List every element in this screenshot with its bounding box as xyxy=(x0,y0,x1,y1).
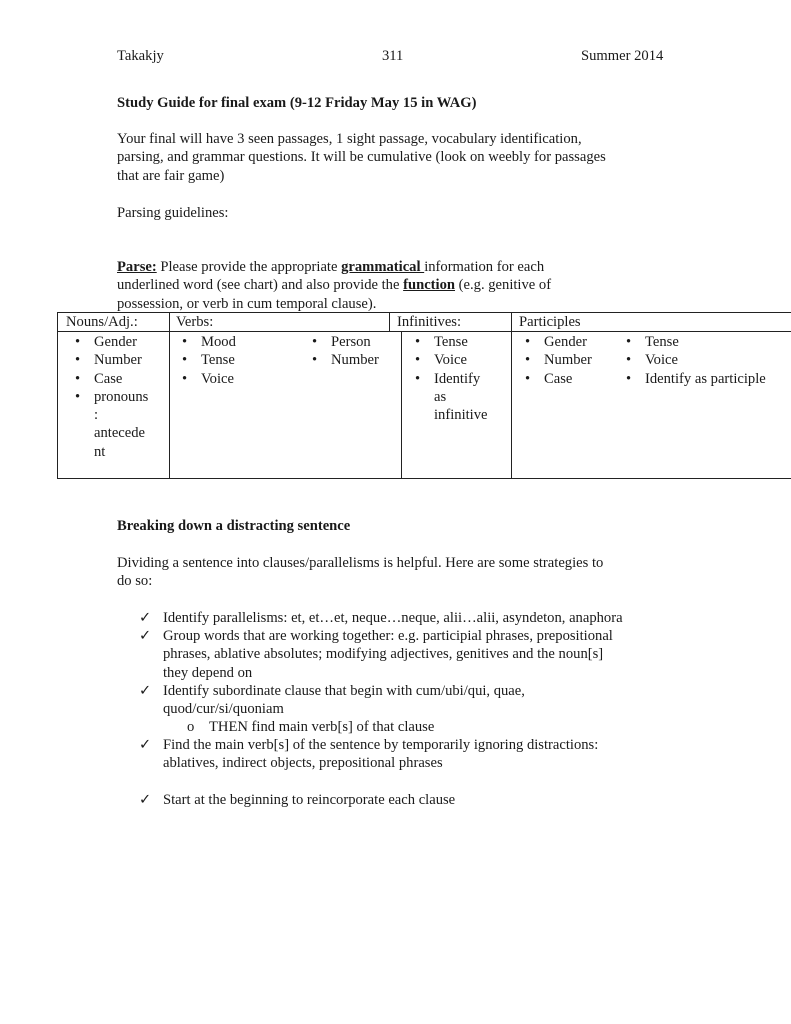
list-item: • Mood xyxy=(178,333,298,351)
sub-item xyxy=(187,718,435,736)
intro-line: parsing, and grammar questions. It will be cumulative (look on weebly for passages xyxy=(117,149,606,166)
parse-function: function xyxy=(403,277,456,294)
check-icon: ✓ xyxy=(139,628,152,644)
infinitives-cell xyxy=(411,333,509,424)
identify-text: • Identify xyxy=(434,370,481,387)
item-line: Identify subordinate clause that begin with cum/ubi/qui, quae, xyxy=(163,683,525,699)
list-item: • Number xyxy=(521,351,621,369)
list-item: • Case xyxy=(521,370,621,388)
item-line: phrases, ablative absolutes; modifying adjectives, genitives and the noun[s] xyxy=(163,646,604,663)
header-author: Takakjy xyxy=(117,48,164,64)
circle-bullet-icon: o xyxy=(187,719,195,735)
header-nouns: Nouns/Adj.: xyxy=(66,314,138,330)
parse-line-2 xyxy=(117,276,617,294)
intro-line: Your final will have 3 seen passages, 1 sight passage, vocabulary identification, xyxy=(117,131,582,147)
pronouns-text: nt xyxy=(94,443,106,460)
parse-text: (e.g. genitive of xyxy=(455,277,552,294)
check-icon: ✓ xyxy=(139,683,152,699)
list-item: • Number xyxy=(308,351,398,369)
header-participles: Participles xyxy=(519,314,581,330)
list-item: • Tense xyxy=(411,333,509,351)
verbs-cell-a xyxy=(178,333,298,388)
parsing-chart xyxy=(57,312,791,479)
column-divider xyxy=(389,313,390,331)
identify-text: infinitive xyxy=(434,407,488,424)
item-line: Start at the beginning to reincorporate each clause xyxy=(163,792,456,808)
parse-instructions xyxy=(117,258,617,313)
parse-line-3: possession, or verb in cum temporal clause). xyxy=(117,295,377,312)
pronouns-text: • pronouns xyxy=(94,388,149,405)
header-infinitives: Infinitives: xyxy=(397,314,462,330)
verbs-cell-b xyxy=(308,333,398,370)
parse-grammatical: grammatical xyxy=(341,259,425,275)
page-title: Study Guide for final exam (9-12 Friday May 15 in WAG) xyxy=(117,95,477,111)
intro-line: do so: xyxy=(117,573,153,590)
list-item: • Tense xyxy=(178,351,298,369)
intro-line: that are fair game) xyxy=(117,167,225,184)
parse-text: underlined word (see chart) and also provide the xyxy=(117,277,404,294)
column-divider xyxy=(401,331,402,479)
sub-item-text: THEN find main verb[s] of that clause xyxy=(209,719,435,735)
list-item xyxy=(411,370,509,425)
item-line: ablatives, indirect objects, prepositional phrases xyxy=(163,755,443,772)
pronouns-text: : xyxy=(94,407,99,424)
list-item: • Voice xyxy=(411,351,509,369)
parse-text: information for each xyxy=(424,259,545,275)
check-icon: ✓ xyxy=(139,792,152,808)
list-item: • Gender xyxy=(71,333,167,351)
list-item: • Tense xyxy=(622,333,791,351)
header-course: 311 xyxy=(382,48,404,64)
parsing-guidelines-label: Parsing guidelines: xyxy=(117,205,229,221)
list-item: • Number xyxy=(71,351,167,369)
nouns-cell xyxy=(71,333,167,461)
column-divider xyxy=(169,313,170,479)
list-item: • Gender xyxy=(521,333,621,351)
parse-text: Please provide the appropriate xyxy=(156,259,342,275)
section-heading: Breaking down a distracting sentence xyxy=(117,518,351,534)
parse-line-1 xyxy=(117,258,617,276)
pronouns-text: antecede xyxy=(94,425,146,442)
item-line: Group words that are working together: e.g. participial phrases, prepositional xyxy=(163,628,613,644)
participles-cell-a xyxy=(521,333,621,388)
item-line: they depend on xyxy=(163,664,253,681)
header-verbs: Verbs: xyxy=(176,314,214,330)
header-term: Summer 2014 xyxy=(581,48,664,64)
section-intro xyxy=(117,554,677,591)
item-line: quod/cur/si/quoniam xyxy=(163,701,284,718)
list-item: • Person xyxy=(308,333,398,351)
column-divider xyxy=(511,313,512,479)
item-line: Identify parallelisms: et, et…et, neque…neque, alii…alii, asyndeton, anaphora xyxy=(163,610,623,626)
intro-line: Dividing a sentence into clauses/parallelisms is helpful. Here are some strategies to xyxy=(117,555,604,571)
list-item: • Identify as participle xyxy=(622,370,791,388)
list-item xyxy=(71,388,167,461)
identify-text: as xyxy=(434,388,447,405)
intro-paragraph xyxy=(117,130,677,185)
list-item: • Voice xyxy=(178,370,298,388)
participles-cell-b xyxy=(622,333,791,388)
list-item: • Voice xyxy=(622,351,791,369)
parse-label: Parse: xyxy=(117,259,157,275)
item-line: Find the main verb[s] of the sentence by temporarily ignoring distractions: xyxy=(163,737,599,753)
list-item: • Case xyxy=(71,370,167,388)
check-icon: ✓ xyxy=(139,610,152,626)
check-icon: ✓ xyxy=(139,737,152,753)
